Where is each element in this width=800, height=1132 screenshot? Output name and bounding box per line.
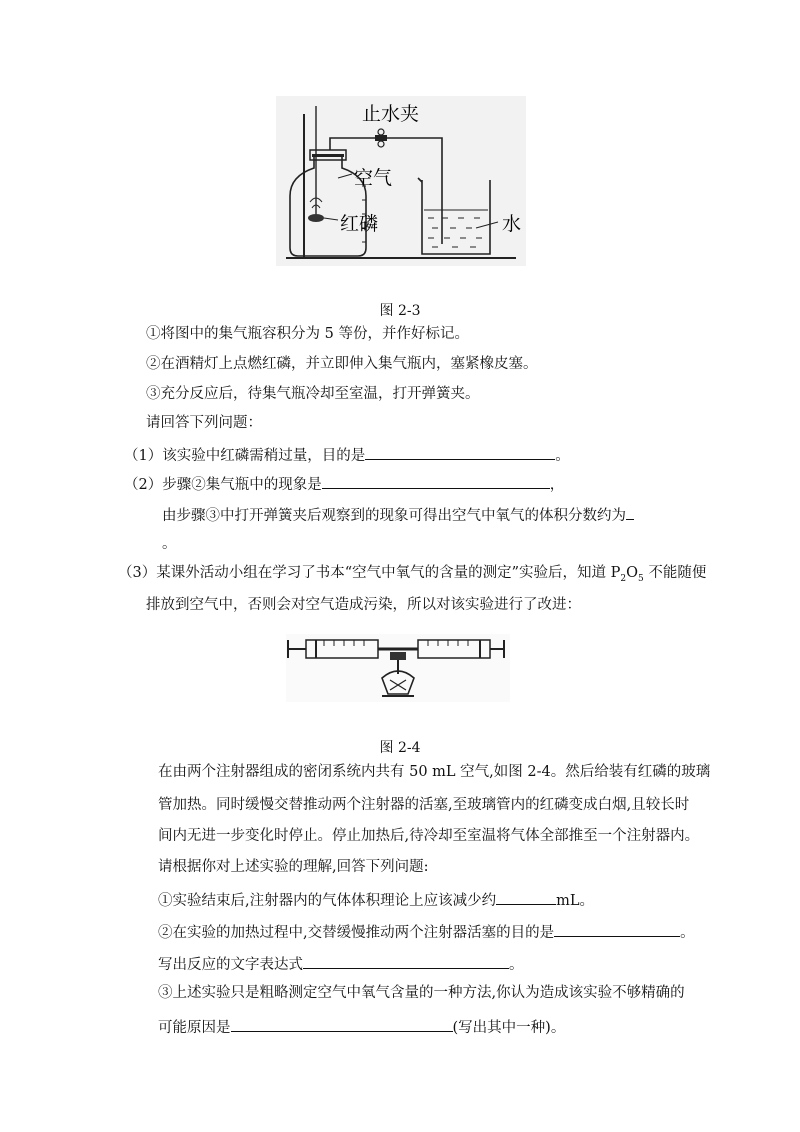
paragraph-line-4: 请根据你对上述实验的理解,回答下列问题:: [158, 859, 429, 875]
paragraph-line-1: 在由两个注射器组成的密闭系统内共有 50 mL 空气,如图 2-4。然后给装有红磷的玻璃: [158, 764, 711, 780]
question-prompt: 请回答下列问题：: [146, 415, 262, 431]
sub-question-3-line1: ③上述实验只是粗略测定空气中氧气含量的一种方法,你认为造成该实验不够精确的: [158, 985, 685, 1001]
question-2-line2: 由步骤③中打开弹簧夹后观察到的现象可得出空气中氧气的体积分数约为: [162, 505, 634, 524]
question-2-line1: （2）步骤②集气瓶中的现象是 ，: [124, 474, 564, 493]
sub-question-2: ②在实验的加热过程中,交替缓慢推动两个注射器活塞的目的是 。: [158, 922, 695, 941]
question-2-text: （2）步骤②集气瓶中的现象是: [124, 477, 322, 493]
figure-2-4-syringes: [286, 634, 510, 702]
question-3-line2: 排放到空气中，否则会对空气造成污染，所以对该实验进行了改进：: [146, 597, 581, 613]
step-1: ①将图中的集气瓶容积分为 5 等份，并作好标记。: [146, 326, 469, 342]
answer-blank-1[interactable]: [365, 445, 555, 460]
answer-blank-2b[interactable]: [626, 505, 634, 520]
paragraph-line-2: 管加热。同时缓慢交替推动两个注射器的活塞,至玻璃管内的红磷变成白烟,且较长时: [158, 797, 690, 813]
answer-blank-2a[interactable]: [322, 474, 550, 489]
answer-blank-3[interactable]: [496, 890, 556, 905]
answer-blank-5[interactable]: [303, 954, 509, 969]
label-water: 水: [502, 213, 522, 235]
question-1-text: （1）该实验中红磷需稍过量，目的是: [124, 448, 366, 464]
paragraph-line-3: 间内无进一步变化时停止。停止加热后,待冷却至室温将气体全部推至一个注射器内。: [158, 828, 700, 844]
sub-question-2b: 写出反应的文字表达式 。: [158, 954, 524, 973]
sub-question-1: ①实验结束后,注射器内的气体体积理论上应该减少约 mL。: [158, 890, 594, 909]
answer-blank-4[interactable]: [554, 922, 680, 937]
label-clamp: 止水夹: [362, 103, 420, 125]
step-3: ③充分反应后，待集气瓶冷却至室温，打开弹簧夹。: [146, 386, 480, 402]
label-air: 空气: [354, 167, 393, 189]
answer-blank-6[interactable]: [231, 1017, 453, 1032]
question-2-line3: 。: [162, 536, 177, 552]
step-2: ②在酒精灯上点燃红磷，并立即伸入集气瓶内，塞紧橡皮塞。: [146, 356, 538, 372]
question-1: （1）该实验中红磷需稍过量，目的是 。: [124, 445, 570, 464]
figure-2-3-caption: 图 2-3: [379, 303, 421, 319]
question-3-line1: （3）某课外活动小组在学习了书本“空气中氧气的含量的测定”实验后，知道 $P_2O_5$ 不能随便: [118, 565, 707, 584]
figure-2-4-caption: 图 2-4: [379, 740, 421, 756]
sub-question-3-line2: 可能原因是 (写出其中一种)。: [158, 1017, 565, 1036]
figure-2-3-apparatus: [276, 96, 526, 266]
label-phosphorus: 红磷: [340, 213, 379, 235]
